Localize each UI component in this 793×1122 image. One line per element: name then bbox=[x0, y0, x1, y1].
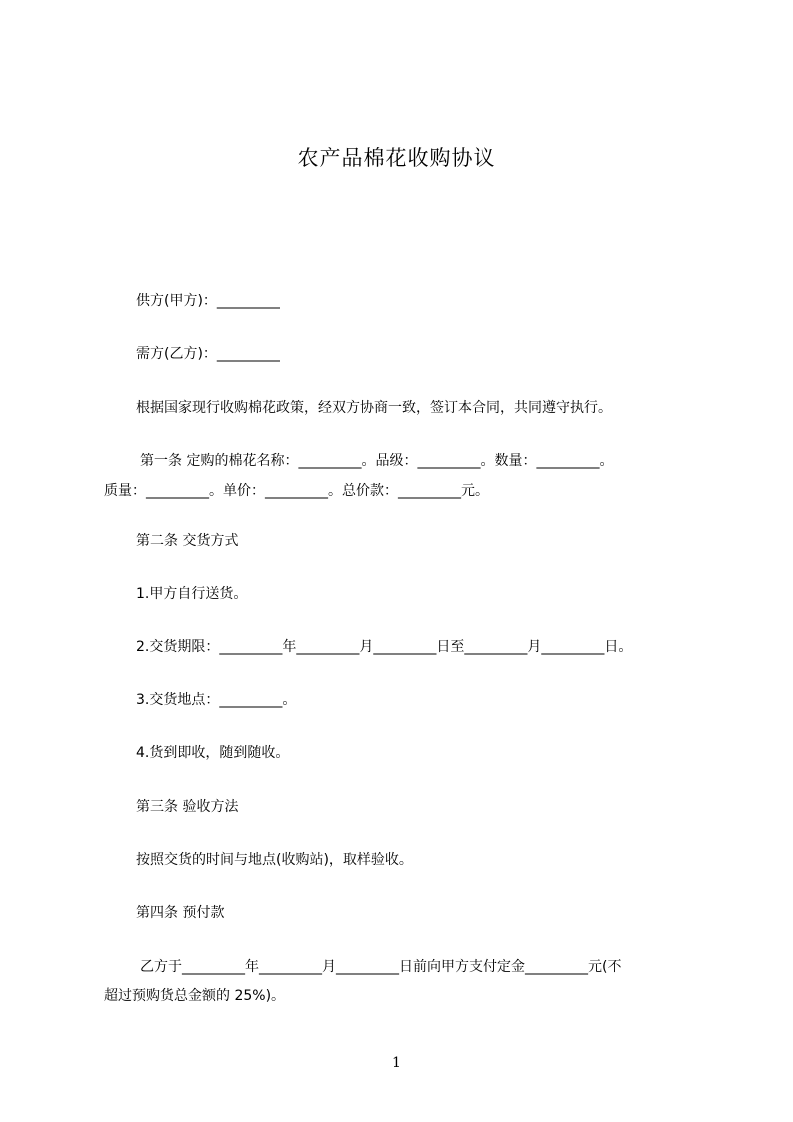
article-4-line-1: 乙方于_________年_________月_________日前向甲方支付定金_________元(不 bbox=[140, 959, 622, 975]
page-number: 1 bbox=[392, 1055, 401, 1071]
article-1-line-1: 第一条 定购的棉花名称：_________。品级：_________。数量：_________。 bbox=[140, 453, 614, 469]
article-3-heading: 第三条 验收方法 bbox=[136, 799, 239, 815]
article-2-heading: 第二条 交货方式 bbox=[136, 533, 239, 549]
article-2-item-1: 1.甲方自行送货。 bbox=[136, 586, 248, 602]
supplier-line: 供方(甲方)：_________ bbox=[136, 293, 280, 309]
article-2-item-3: 3.交货地点：_________。 bbox=[136, 692, 297, 708]
article-2-item-4: 4.货到即收，随到随收。 bbox=[136, 745, 290, 761]
article-4-heading: 第四条 预付款 bbox=[136, 905, 225, 921]
buyer-line: 需方(乙方)：_________ bbox=[136, 346, 280, 362]
article-2-item-2: 2.交货期限：_________年_________月_________日至_________月_________日。 bbox=[136, 639, 633, 655]
document-title: 农产品棉花收购协议 bbox=[297, 146, 496, 170]
article-1-line-2: 质量：_________。单价：_________。总价款：_________元。 bbox=[104, 483, 489, 499]
article-3-body: 按照交货的时间与地点(收购站)，取样验收。 bbox=[136, 852, 413, 868]
article-4-line-2: 超过预购货总金额的 25%)。 bbox=[104, 988, 286, 1004]
intro-paragraph: 根据国家现行收购棉花政策，经双方协商一致，签订本合同，共同遵守执行。 bbox=[136, 400, 612, 416]
